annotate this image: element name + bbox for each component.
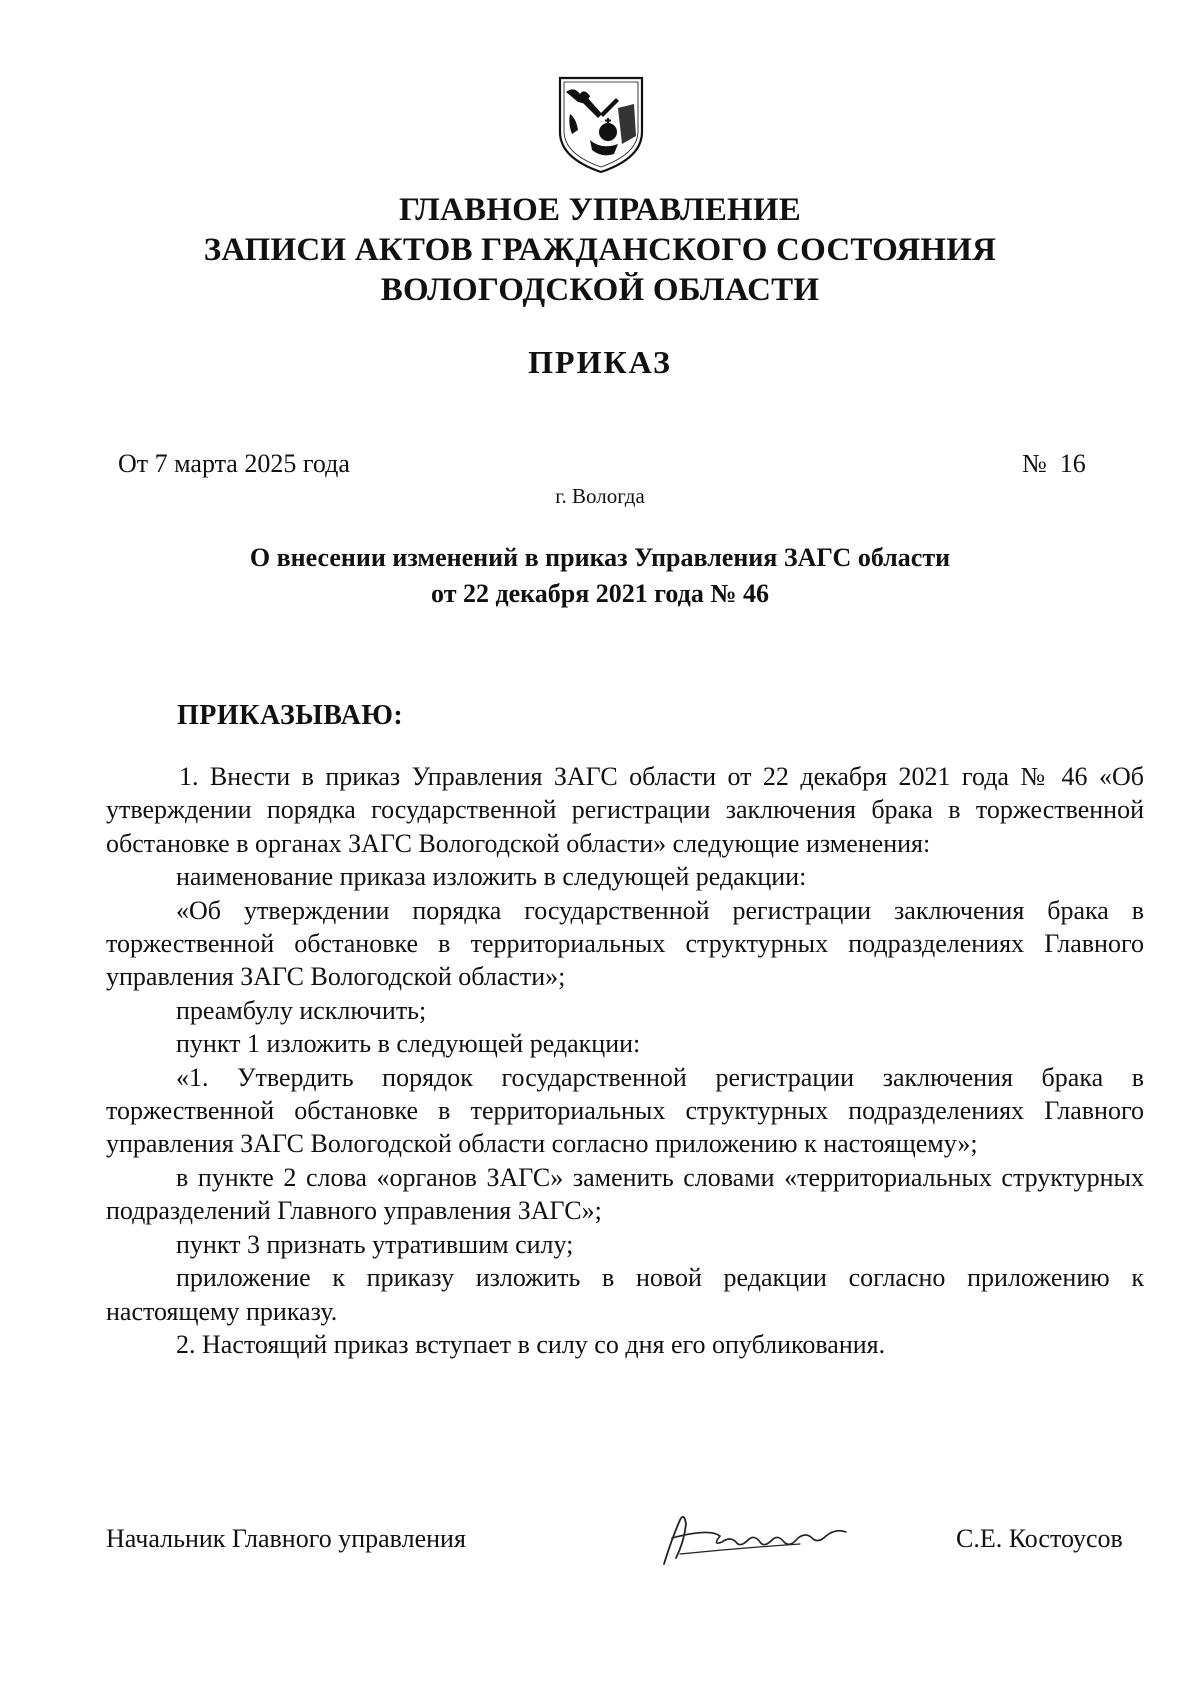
- body-paragraph: пункт 1 изложить в следующей редакции:: [176, 1029, 641, 1059]
- order-city: г. Вологда: [555, 484, 645, 508]
- body-paragraph: пункт 3 признать утратившим силу;: [176, 1229, 574, 1259]
- body-paragraph: «Об утверждении порядка государственной регистрации заключения брака в торжественной обстановке в территориальных структурных подразделениях Главного управления ЗАГС Вологодской области»;: [106, 895, 1144, 992]
- vologda-coat-of-arms-icon: [556, 74, 646, 174]
- body-paragraph: 1. Внести в приказ Управления ЗАГС области от 22 декабря 2021 года № 46 «Об утверждении порядка государственной регистрации заключения брака в торжественной обстановке в органах ЗАГС Вологодской области» следующие изменения:: [106, 762, 1144, 858]
- org-title-line3: ВОЛОГОДСКОЙ ОБЛАСТИ: [380, 272, 820, 308]
- handwritten-signature-icon: [650, 1498, 860, 1578]
- subject-line2: от 22 декабря 2021 года № 46: [431, 579, 769, 608]
- body-paragraph: 2. Настоящий приказ вступает в силу со дня его опубликования.: [176, 1329, 886, 1359]
- order-body: [106, 760, 1144, 1361]
- organization-title: [100, 190, 1100, 310]
- body-paragraph: приложение к приказу изложить в новой редакции согласно приложению к настоящему приказу.: [106, 1263, 1144, 1326]
- order-date: От 7 марта 2025 года: [118, 449, 350, 478]
- decree-heading: ПРИКАЗЫВАЮ:: [177, 700, 404, 731]
- document-type: ПРИКАЗ: [528, 344, 672, 380]
- body-paragraph: преамбулу исключить;: [176, 995, 427, 1025]
- signatory-title: Начальник Главного управления: [106, 1524, 466, 1553]
- org-title-line1: ГЛАВНОЕ УПРАВЛЕНИЕ: [398, 192, 801, 228]
- subject-line1: О внесении изменений в приказ Управления ЗАГС области: [249, 543, 951, 572]
- body-paragraph: в пункте 2 слова «органов ЗАГС» заменить словами «территориальных структурных подразделений Главного управления ЗАГС»;: [106, 1162, 1144, 1226]
- signatory-name: С.Е. Костоусов: [956, 1524, 1123, 1553]
- order-number: № 16: [1022, 449, 1086, 478]
- org-title-line2: ЗАПИСИ АКТОВ ГРАЖДАНСКОГО СОСТОЯНИЯ: [203, 232, 997, 268]
- body-paragraph: «1. Утвердить порядок государственной регистрации заключения брака в торжественной обстановке в территориальных структурных подразделениях Главного управления ЗАГС Вологодской области согласно приложению к настоящему»;: [106, 1062, 1144, 1159]
- order-subject: [100, 540, 1100, 612]
- body-paragraph: наименование приказа изложить в следующей редакции:: [176, 862, 807, 892]
